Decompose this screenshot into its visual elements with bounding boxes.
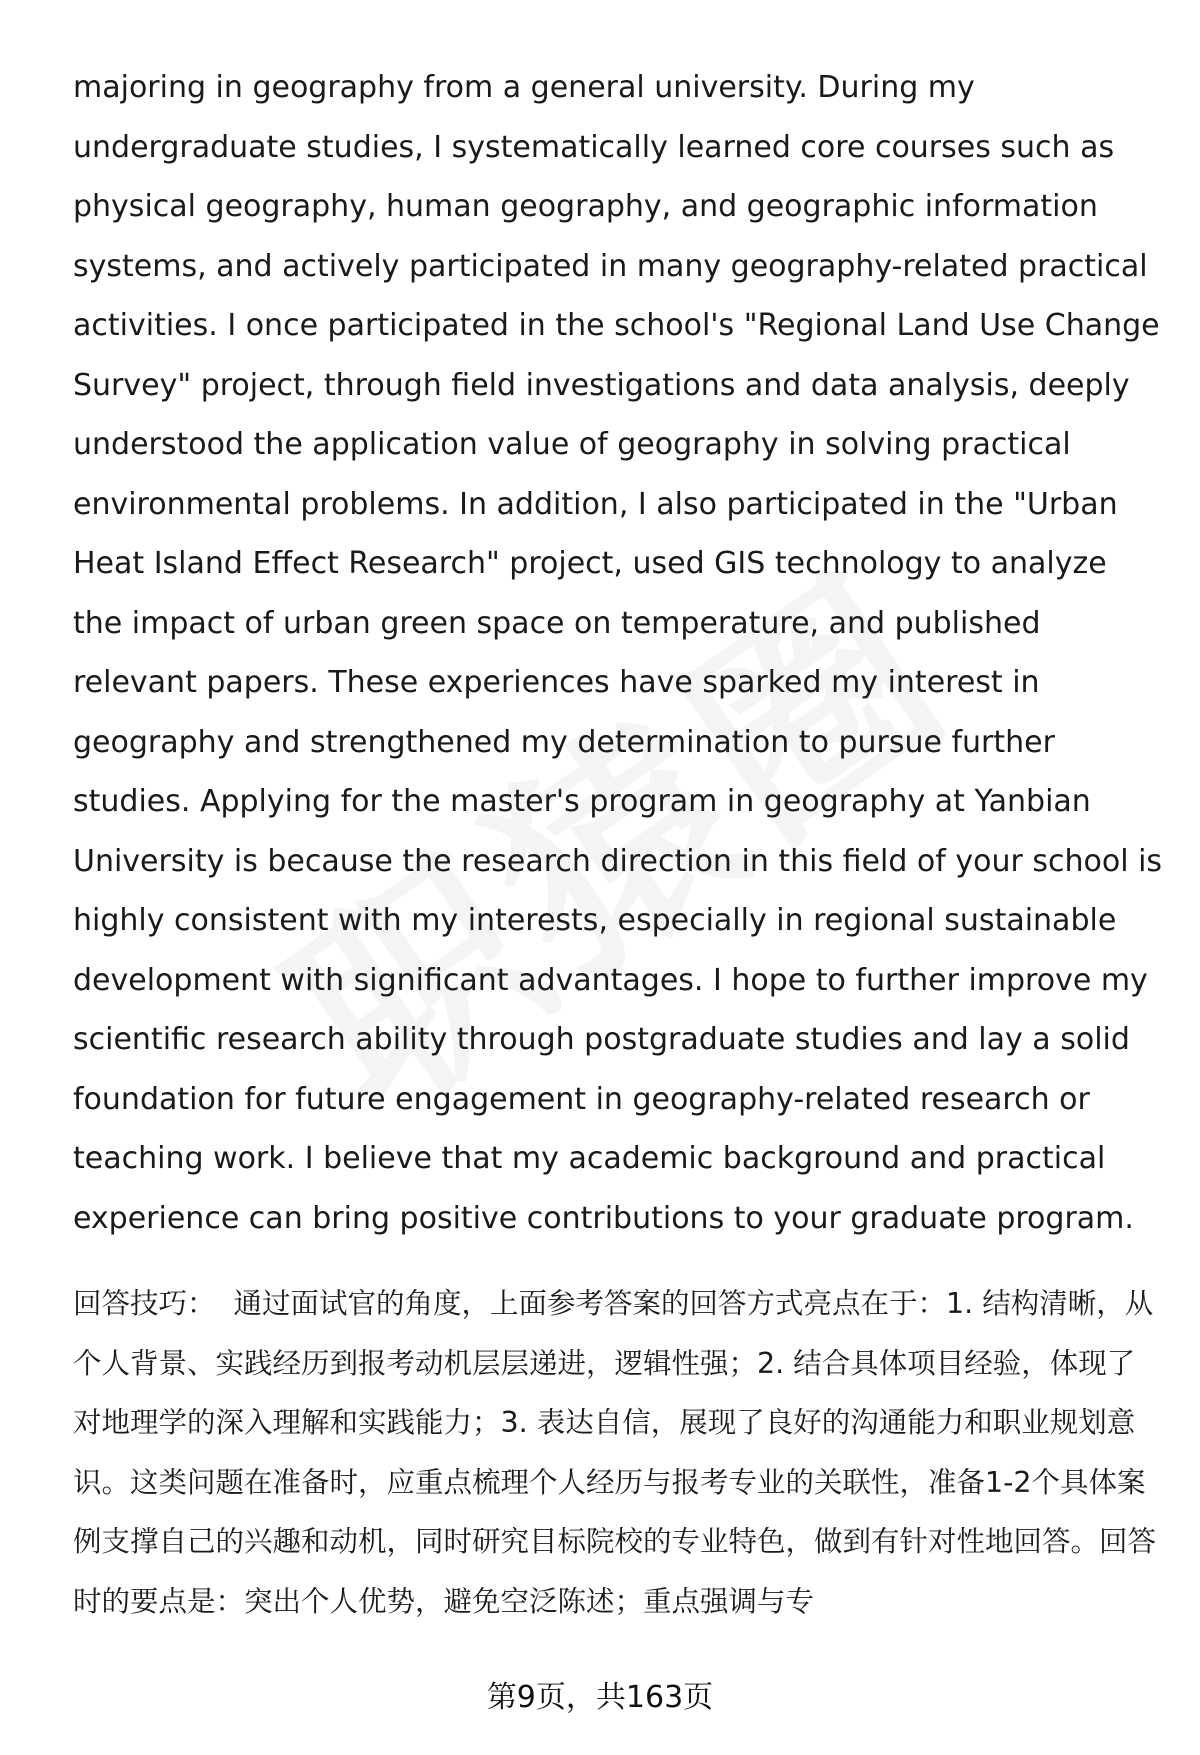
reference-answer-paragraph: majoring in geography from a general university. During my undergraduate studies, I systematically learned core courses such as physical geography, human geography, and geographic information systems, and actively participated in many geography-related practical activities. I once participated in the school's "Regional Land Use Change Survey" project, through field investigations and data analysis, deeply understood the application value of geography in solving practical environmental problems. In addition, I also participated in the "Urban Heat Island Effect Research" project, used GIS technology to analyze the impact of urban green space on temperature, and published relevant papers. These experiences have sparked my interest in geography and strengthened my determination to pursue further studies. Applying for the master's program in geography at Yanbian University is because the research direction in this field of your school is highly consistent with my interests, especially in regional sustainable development with significant advantages. I hope to further improve my scientific research ability through postgraduate studies and lay a solid foundation for future engagement in geography-related research or teaching work. I believe that my academic background and practical experience can bring positive contributions to your graduate program. (73, 70, 1163, 1236)
tips-text: 通过面试官的角度，上面参考答案的回答方式亮点在于：1. 结构清晰，从个人背景、实践经历到报考动机层层递进，逻辑性强；2. 结合具体项目经验，体现了对地理学的深入理解和实践能力；3. 表达自信，展现了良好的沟通能力和职业规划意识。这类问题在准备时，应重点梳理个人经历与报考专业的关联性，准备1-2个具体案例支撑自己的兴趣和动机，同时研究目标院校的专业特色，做到有针对性地回答。回答时的要点是：突出个人优势，避免空泛陈述；重点强调与专 (73, 1287, 1157, 1618)
page-content (73, 58, 1163, 1631)
tips-label: 回答技巧： (73, 1287, 216, 1320)
answer-tips-paragraph (73, 1274, 1163, 1631)
page-number-footer: 第9页，共163页 (486, 1680, 714, 1715)
